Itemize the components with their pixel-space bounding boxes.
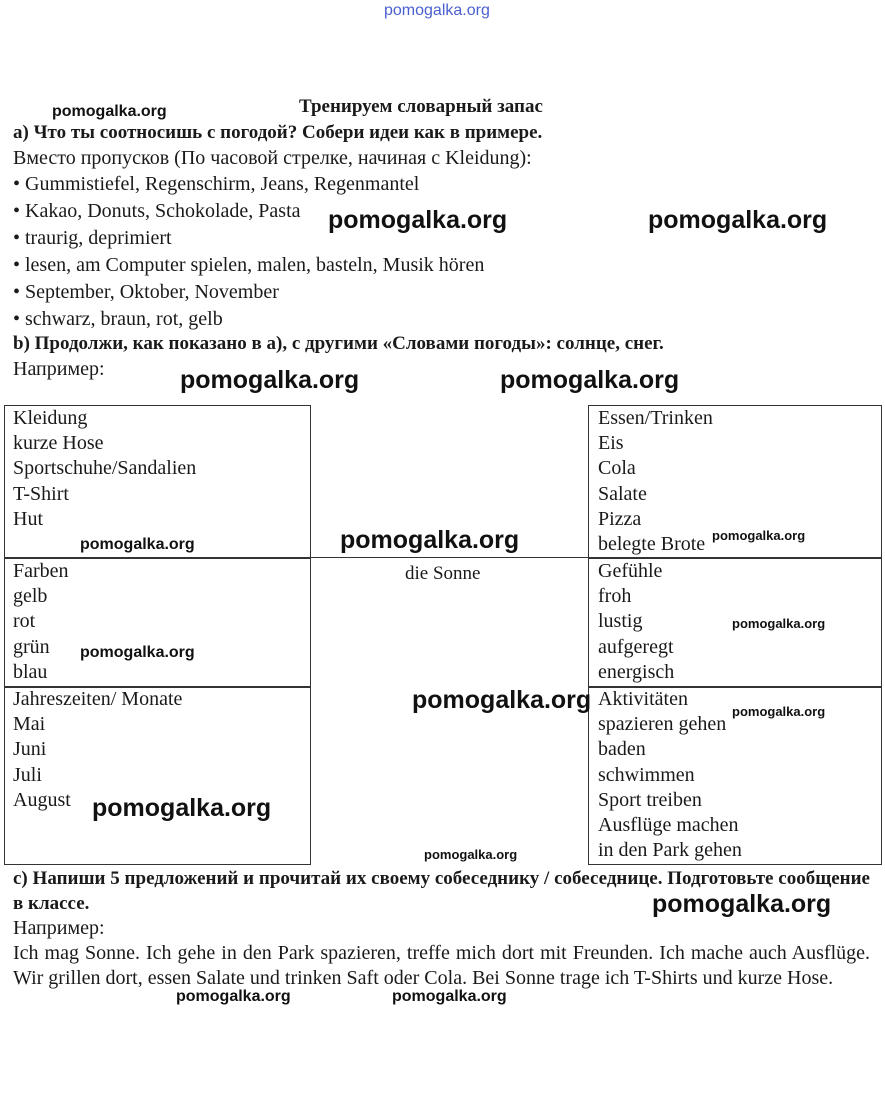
section-c-heading: c) Напиши 5 предложений и прочитай их своему собеседнику / собеседнице. Подготовьте сообщение в классе. (13, 868, 870, 914)
section-c-example-label: Например: (13, 917, 105, 939)
list-item-text: September, Oktober, November (25, 281, 279, 303)
box-entry: Pizza (598, 507, 642, 530)
farben-text (13, 559, 69, 685)
box-entry: Ausflüge machen (598, 813, 739, 836)
bullet-icon: • (13, 173, 21, 195)
gefuehle-text (598, 559, 674, 685)
watermark: pomogalka.org (712, 528, 806, 543)
watermark: pomogalka.org (424, 847, 518, 862)
bullet-icon: • (13, 281, 21, 303)
list-item (13, 198, 301, 224)
box-entry: in den Park gehen (598, 839, 742, 862)
page-title: Тренируем словарный запас (299, 96, 543, 117)
box-heading: Jahreszeiten/ Monate (13, 688, 183, 710)
watermark: pomogalka.org (732, 704, 826, 719)
box-entry: Eis (598, 432, 624, 455)
box-entry: rot (13, 610, 36, 633)
section-a-instruction: Вместо пропусков (По часовой стрелке, начиная с Kleidung): (13, 147, 532, 169)
watermark: pomogalka.org (340, 526, 520, 554)
box-entry: Juni (13, 738, 47, 761)
box-entry: Salate (598, 482, 647, 505)
box-entry: August (13, 788, 71, 811)
box-entry: belegte Brote (598, 532, 706, 555)
box-heading: Kleidung (13, 407, 88, 429)
box-heading: Essen/Trinken (598, 407, 713, 429)
list-item-text: lesen, am Computer spielen, malen, basteln, Musik hören (25, 254, 485, 276)
box-entry: blau (13, 660, 48, 683)
center-divider (309, 557, 588, 558)
box-entry: Hut (13, 507, 43, 530)
box-entry: Sportschuhe/Sandalien (13, 457, 197, 480)
section-b-example-label: Например: (13, 358, 105, 380)
watermark: pomogalka.org (80, 644, 195, 661)
list-item-text: schwarz, braun, rot, gelb (25, 308, 223, 330)
box-entry: Juli (13, 763, 42, 786)
box-entry: energisch (598, 660, 675, 683)
center-label: die Sonne (405, 563, 481, 584)
box-entry: Cola (598, 457, 636, 480)
list-item (13, 225, 172, 251)
box-heading: Gefühle (598, 560, 663, 582)
box-entry: Sport treiben (598, 788, 702, 811)
bullet-icon: • (13, 200, 21, 222)
box-entry: schwimmen (598, 763, 695, 786)
watermark: pomogalka.org (412, 686, 592, 714)
watermark: pomogalka.org (652, 890, 832, 918)
list-item-text: traurig, deprimiert (25, 227, 172, 249)
section-a-heading: a) Что ты соотносишь с погодой? Собери идеи как в примере. (13, 122, 543, 143)
box-heading: Farben (13, 560, 69, 582)
watermark: pomogalka.org (52, 103, 167, 120)
box-entry: T-Shirt (13, 482, 69, 505)
list-item (13, 306, 223, 332)
bullet-icon: • (13, 227, 21, 249)
box-heading: Aktivitäten (598, 688, 688, 710)
watermark: pomogalka.org (92, 794, 272, 822)
list-item-text: Gummistiefel, Regenschirm, Jeans, Regenmantel (25, 173, 420, 195)
list-item (13, 252, 484, 278)
box-entry: froh (598, 585, 632, 608)
watermark: pomogalka.org (80, 536, 195, 553)
box-entry: spazieren gehen (598, 713, 727, 736)
watermark: pomogalka.org (500, 366, 680, 394)
box-entry: aufgeregt (598, 635, 674, 658)
watermark: pomogalka.org (648, 206, 828, 234)
top-watermark[interactable]: pomogalka.org (384, 2, 490, 19)
box-entry: baden (598, 738, 646, 761)
watermark: pomogalka.org (732, 616, 826, 631)
essen-text (598, 406, 713, 557)
bullet-icon: • (13, 254, 21, 276)
box-entry: lustig (598, 610, 643, 633)
list-item (13, 279, 279, 305)
list-item-text: Kakao, Donuts, Schokolade, Pasta (25, 200, 301, 222)
box-entry: Mai (13, 713, 46, 736)
watermark: pomogalka.org (392, 988, 507, 1005)
aktivitaeten-text (598, 687, 742, 863)
section-c-text: Ich mag Sonne. Ich gehe in den Park spazieren, treffe mich dort mit Freunden. Ich mache auch Ausflüge. Wir grillen dort, essen Salate und trinken Saft oder Cola. Bei Sonne trage ich T-Shirts und kurze Hose. (13, 942, 870, 989)
box-entry: grün (13, 635, 50, 658)
kleidung-text (13, 406, 196, 532)
box-entry: gelb (13, 585, 48, 608)
watermark: pomogalka.org (176, 988, 291, 1005)
box-entry: kurze Hose (13, 432, 104, 455)
list-item (13, 171, 419, 197)
bullet-icon: • (13, 308, 21, 330)
watermark: pomogalka.org (180, 366, 360, 394)
watermark: pomogalka.org (328, 206, 508, 234)
section-b-heading: b) Продолжи, как показано в a), с другими «Словами погоды»: солнце, снег. (13, 333, 664, 354)
